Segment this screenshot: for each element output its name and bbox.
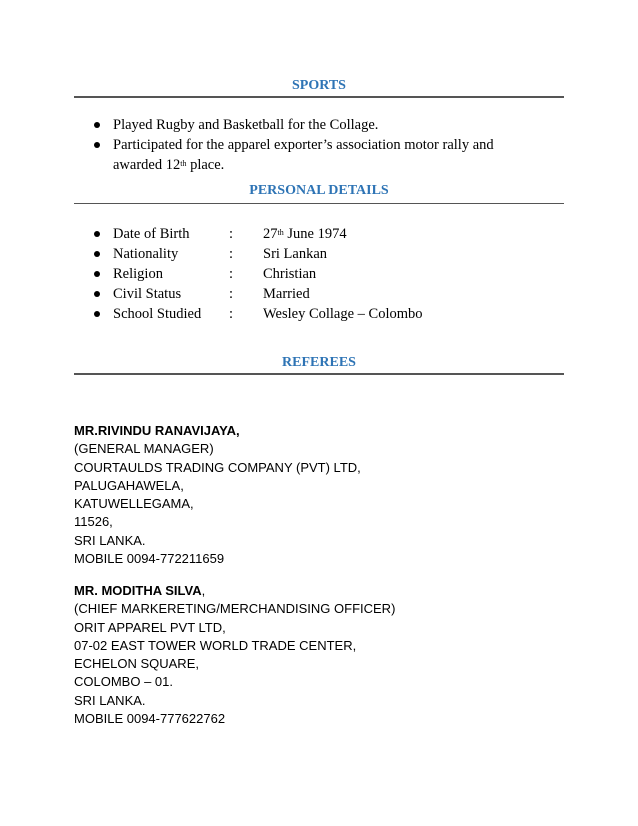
referee-line: (CHIEF MARKERETING/MERCHANDISING OFFICER)	[74, 601, 396, 617]
date-of-birth-value: 27th June 1974	[263, 226, 347, 242]
referee-line: 07-02 EAST TOWER WORLD TRADE CENTER,	[74, 637, 357, 653]
referee-line: (GENERAL MANAGER)	[74, 441, 214, 457]
sports-list	[92, 115, 494, 175]
list-item: Nationality : Sri Lankan	[92, 244, 423, 264]
personal-details-list	[92, 224, 423, 324]
bullet-icon	[94, 271, 100, 277]
referees-divider	[74, 373, 564, 375]
list-item: Religion : Christian	[92, 264, 423, 284]
personal-details-divider	[74, 203, 564, 204]
referee-1	[74, 422, 361, 568]
sports-divider	[74, 96, 564, 98]
referee-line: PALUGAHAWELA,	[74, 477, 184, 493]
referee-name: MR. MODITHA SILVA	[74, 583, 202, 598]
bullet-icon	[94, 291, 100, 297]
list-item: Played Rugby and Basketball for the Collage.	[92, 115, 494, 135]
referee-line: SRI LANKA.	[74, 692, 146, 708]
bullet-icon	[94, 311, 100, 317]
list-item: Date of Birth : 27th June 1974	[92, 224, 423, 244]
referee-line: COURTAULDS TRADING COMPANY (PVT) LTD,	[74, 459, 361, 475]
referee-name: MR.RIVINDU RANAVIJAYA,	[74, 423, 240, 438]
referee-line: COLOMBO – 01.	[74, 674, 173, 690]
referee-line: MOBILE 0094-777622762	[74, 711, 226, 727]
list-item: Civil Status : Married	[92, 284, 423, 304]
bullet-icon	[94, 122, 100, 128]
bullet-icon	[94, 142, 100, 148]
list-item: Participated for the apparel exporter’s association motor rally and awarded 12th place.	[92, 135, 494, 175]
list-item: School Studied : Wesley Collage – Colombo	[92, 304, 423, 324]
referee-line: KATUWELLEGAMA,	[74, 496, 194, 512]
bullet-icon	[94, 251, 100, 257]
bullet-icon	[94, 231, 100, 237]
personal-details-heading: PERSONAL DETAILS	[249, 183, 389, 198]
referee-2: MR. MODITHA SILVA, (CHIEF MARKERETING/MERCHANDISING OFFICER) ORIT APPAREL PVT LTD, 07-02 EAST TOWER WORLD TRADE CENTER, ECHELON SQUARE, COLOMBO – 01. SRI LANKA. MOBILE 0094-777622762	[74, 582, 395, 728]
referee-line: 11526,	[74, 514, 113, 530]
referees-heading: REFEREES	[282, 355, 356, 370]
referee-line: SRI LANKA.	[74, 532, 146, 548]
referee-line: ECHELON SQUARE,	[74, 656, 199, 672]
sports-heading: SPORTS	[292, 78, 346, 93]
referee-line: ORIT APPAREL PVT LTD,	[74, 619, 226, 635]
referee-line: MOBILE 0094-772211659	[74, 551, 225, 567]
